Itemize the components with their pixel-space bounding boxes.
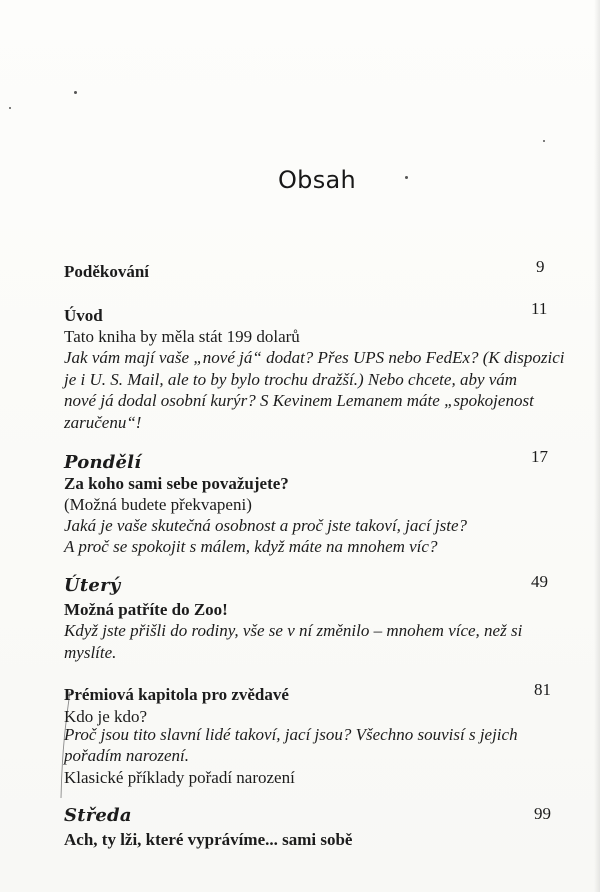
toc-day-streda: Středa (64, 805, 132, 826)
toc-page-number: 99 (534, 804, 551, 823)
toc-day-utery: Úterý (64, 575, 121, 596)
toc-chapter-heading: Za koho sami sebe považujete? (64, 474, 289, 493)
page-edge-shadow (594, 0, 600, 892)
scan-speck (74, 91, 77, 94)
toc-chapter-heading: Ach, ty lži, které vyprávíme... sami sobě (64, 830, 353, 849)
page-title: Obsah (277, 166, 357, 194)
toc-heading-podekovani: Poděkování (64, 262, 150, 281)
toc-description-line: zaručenu“! (64, 413, 142, 432)
scan-speck (543, 140, 545, 142)
toc-page-number: 9 (536, 257, 545, 276)
toc-chapter-heading: Prémiová kapitola pro zvědavé (64, 685, 289, 704)
toc-subline: Klasické příklady pořadí narození (64, 768, 295, 787)
toc-description-line: Když jste přišli do rodiny, vše se v ní změnilo – mnohem více, než si (64, 621, 523, 640)
toc-heading-uvod: Úvod (64, 306, 103, 325)
toc-description-line: pořadím narození. (64, 746, 189, 765)
scan-speck (9, 107, 11, 109)
toc-subline: Tato kniha by měla stát 199 dolarů (64, 327, 300, 346)
toc-page-number: 49 (531, 572, 548, 591)
toc-page-number: 81 (534, 680, 551, 699)
toc-description-line: Jak vám mají vaše „nové já“ dodat? Přes UPS nebo FedEx? (K dispozici (64, 348, 565, 367)
toc-description-line: nové já dodal osobní kurýr? S Kevinem Lemanem máte „spokojenost (64, 391, 534, 410)
toc-description-line: Proč jsou tito slavní lidé takoví, jací jsou? Všechno souvisí s jejich (64, 725, 518, 744)
toc-description-line: Jaká je vaše skutečná osobnost a proč jste takoví, jací jste? (64, 516, 468, 535)
toc-description-line: A proč se spokojit s málem, když máte na mnohem víc? (64, 537, 438, 556)
toc-subline: Kdo je kdo? (64, 707, 148, 726)
toc-description-line: myslíte. (64, 643, 117, 662)
toc-page-number: 17 (531, 447, 548, 466)
toc-chapter-heading: Možná patříte do Zoo! (64, 600, 228, 619)
toc-description-line: je i U. S. Mail, ale to by bylo trochu dražší.) Nebo chcete, aby vám (64, 370, 518, 389)
toc-subline: (Možná budete překvapeni) (64, 495, 252, 514)
toc-page-number: 11 (531, 299, 548, 318)
toc-day-pondeli: Pondělí (64, 452, 142, 473)
